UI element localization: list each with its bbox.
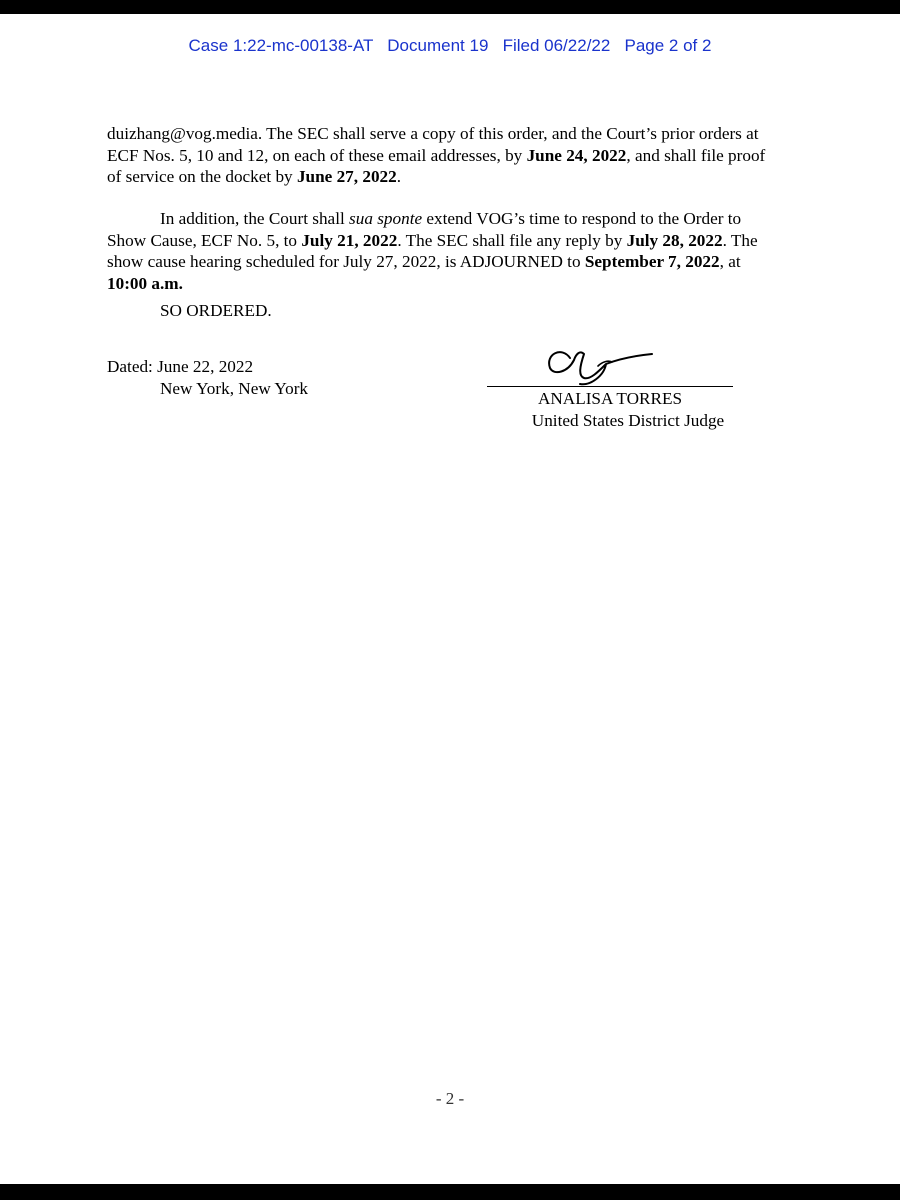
bold-time: 10:00 a.m. [107,273,183,293]
paragraph-extension [107,208,797,294]
text-run: , and shall file proof [626,145,766,165]
text-run: In addition, the Court shall [160,209,350,228]
dated-date: Dated: June 22, 2022 [107,357,254,376]
text-line [107,251,797,273]
paragraph-service [107,123,797,188]
page-indicator: Page 2 of 2 [624,36,712,55]
text-run: extend VOG’s time to respond to the Order to [422,209,742,228]
page-number: - 2 - [435,1089,465,1108]
judge-name: ANALISA TORRES [537,389,683,408]
bold-date: July 21, 2022 [301,230,398,250]
signature-block [487,388,733,431]
italic-term: sua sponte [349,209,423,228]
signature-image [540,336,660,386]
case-header [0,36,900,56]
text-run: of service on the docket by [107,167,297,186]
bottom-bar [0,1184,900,1200]
judge-title: United States District Judge [531,410,725,430]
case-number: Case 1:22-mc-00138-AT [188,36,374,55]
text-run: ECF Nos. 5, 10 and 12, on each of these email addresses, by [107,145,527,165]
document-number: Document 19 [387,36,489,55]
text-line [107,230,797,252]
bold-date: July 28, 2022 [626,230,723,250]
dated-location: New York, New York [160,378,309,398]
bold-date: June 27, 2022 [296,167,397,186]
text-run: , at [719,252,741,271]
text-line: duizhang@vog.media. The SEC shall serve a copy of this order, and the Court’s prior orders at [107,124,759,143]
signature-line [487,386,733,387]
bold-date: June 24, 2022 [526,145,627,165]
text-line [107,208,797,230]
text-line [107,273,797,295]
text-run: Show Cause, ECF No. 5, to [107,230,302,250]
filed-date: Filed 06/22/22 [502,36,611,55]
top-bar [0,0,900,14]
dated-block [107,356,308,399]
text-run: show cause hearing scheduled for July 27, 2022, is ADJOURNED to [107,252,585,271]
text-run: . [396,167,402,186]
text-run: . The [722,230,758,250]
so-ordered: SO ORDERED. [160,301,272,320]
bold-date: September 7, 2022 [584,252,720,271]
text-run: . The SEC shall file any reply by [397,230,627,250]
text-line [107,145,797,167]
text-line [107,166,797,188]
